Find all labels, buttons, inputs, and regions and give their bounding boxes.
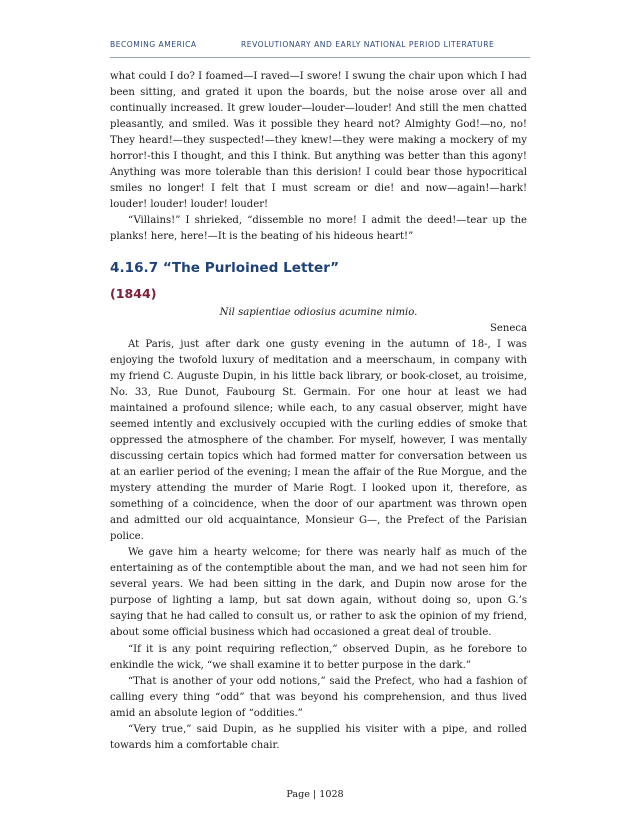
paragraph: At Paris, just after dark one gusty evening in the autumn of 18-, I was enjoying the twofold luxury of meditation and a meerschaum, in company with my friend C. Auguste Dupin, in his little back library, or book-closet, au troisime, No. 33, Rue Dunot, Faubourg St. Germain. For one hour at least we had maintained a profound silence; while each, to any casual observer, might have seemed intently and exclusively occupied with the curling eddies of smoke that oppressed the atmosphere of the chamber. For myself, however, I was mentally discussing certain topics which had formed matter for conversation between us at an earlier period of the evening; I mean the affair of the Rue Morgue, and the mystery attending the murder of Marie Rogt. I looked upon it, therefore, as something of a coincidence, when the door of our apartment was thrown open and admitted our old acquaintance, Monsieur G—, the Prefect of the Parisian police. — [110, 338, 527, 543]
header-book-title: BECOMING AMERICA — [110, 40, 197, 49]
header-section-title: REVOLUTIONARY AND EARLY NATIONAL PERIOD LITERATURE — [241, 40, 495, 49]
epigraph-quote: Nil sapientiae odiosius acumine nimio. — [219, 306, 418, 318]
page-body — [110, 69, 527, 754]
paragraph: We gave him a hearty welcome; for there was nearly half as much of the entertaining as of the contemptible about the man, and we had not seen him for several years. We had been sitting in the dark, and Dupin now arose for the purpose of lighting a lamp, but sat down again, without doing so, upon G.’s saying that he had called to consult us, or rather to ask the opinion of my friend, about some official business which had occasioned a great deal of trouble. — [110, 547, 527, 639]
paragraph: “Very true,” said Dupin, as he supplied his visiter with a pipe, and rolled towards him a comfortable chair. — [110, 723, 527, 751]
paragraph: “If it is any point requiring reflection,” observed Dupin, as he forebore to enkindle the wick, “we shall examine it to better purpose in the dark.” — [110, 643, 527, 671]
paragraph: “That is another of your odd notions,” said the Prefect, who had a fashion of calling every thing “odd” that was beyond his comprehension, and thus lived amid an absolute legion of “oddities.” — [110, 675, 527, 719]
page-number: Page | 1028 — [286, 789, 344, 800]
running-header — [110, 40, 530, 49]
section-heading: 4.16.7 “The Purloined Letter” — [110, 259, 340, 276]
paragraph: what could I do? I foamed—I raved—I swore! I swung the chair upon which I had been sitting, and grated it upon the boards, but the noise arose over all and continually increased. It grew louder—louder—louder! And still the men chatted pleasantly, and smiled. Was it possible they heard not? Almighty God!—no, no! They heard!—they suspected!—they knew!—they were making a mockery of my horror!-this I thought, and this I think. But anything was better than this agony! Anything was more tolerable than this derision! I could bear those hypocritical smiles no longer! I felt that I must scream or die! and now—again!—hark! louder! louder! louder! louder! — [110, 71, 527, 211]
epigraph-attribution: Seneca — [489, 322, 527, 334]
header-rule — [110, 57, 530, 58]
section-year: (1844) — [110, 285, 157, 301]
paragraph: “Villains!” I shrieked, “dissemble no more! I admit the deed!—tear up the planks! here, here!—It is the beating of his hideous heart!” — [110, 215, 527, 243]
